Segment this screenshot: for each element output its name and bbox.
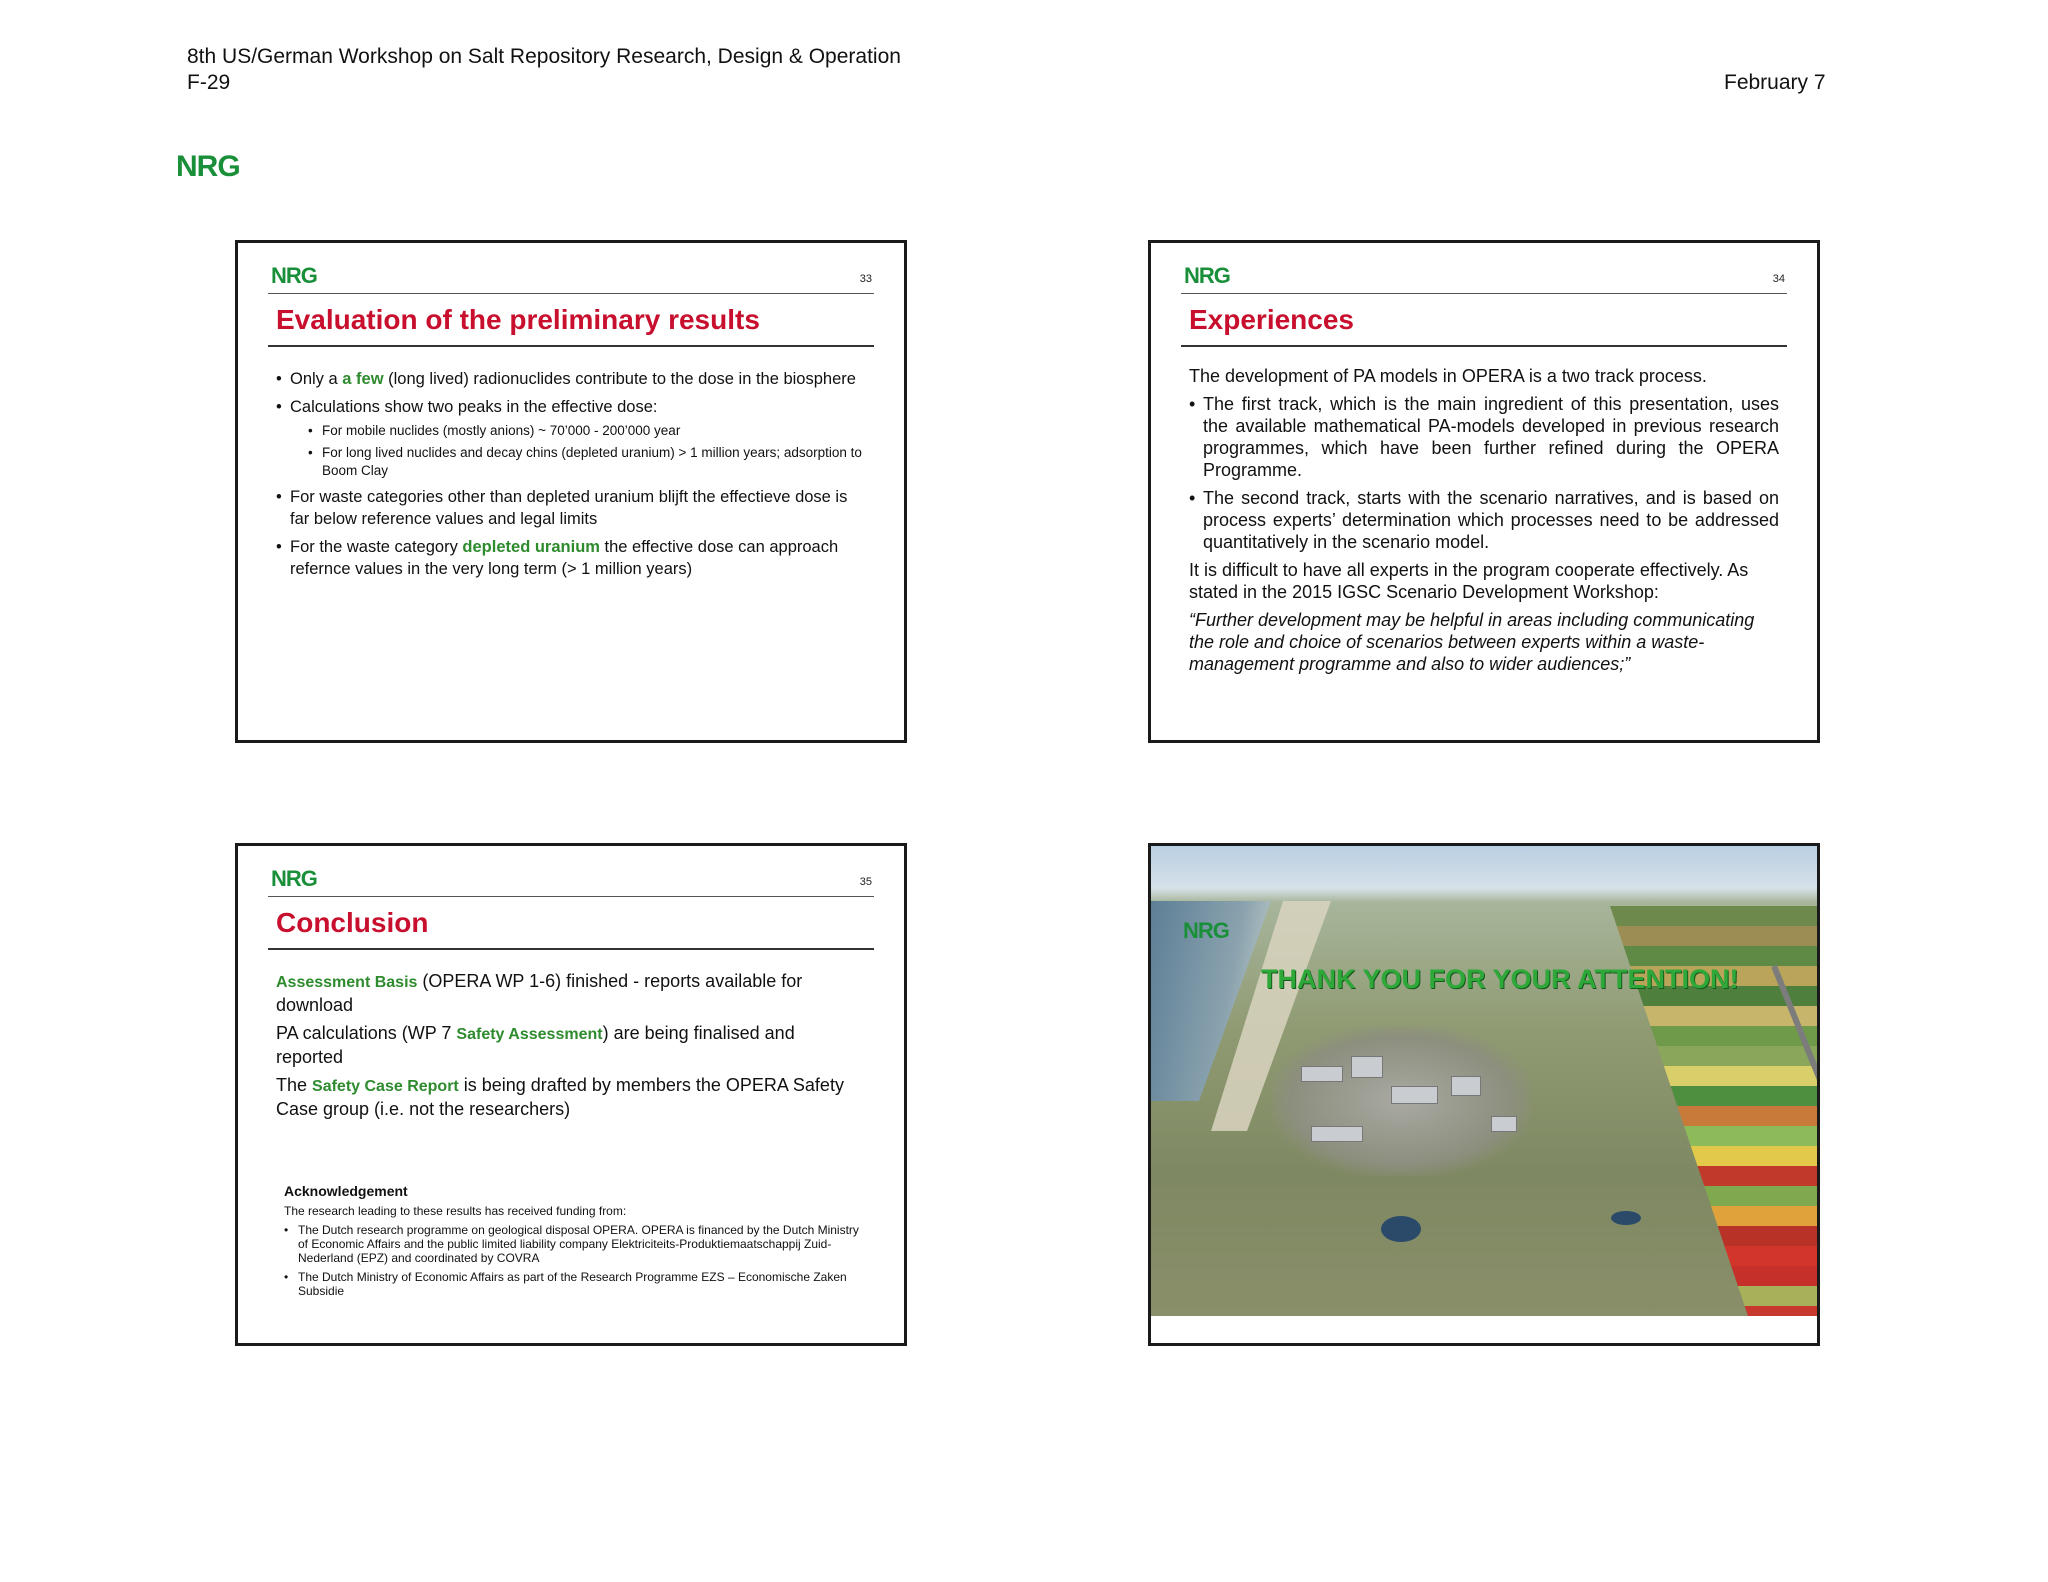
acknowledgement-item: • The Dutch research programme on geological disposal OPERA. OPERA is financed by the Dutch Ministry of Economic Affairs and the public limited liability company Elektriciteits-Produktiemaatschappij Zuid-Nederland (EPZ) and coordinated by COVRA (284, 1223, 860, 1265)
building (1301, 1066, 1343, 1082)
acknowledgement (284, 1184, 860, 1303)
divider (268, 948, 874, 950)
slide-body (1189, 365, 1779, 681)
divider (268, 345, 874, 347)
slide-title: Experiences (1189, 304, 1354, 335)
acknowledgement-intro: The research leading to these results has received funding from: (284, 1204, 627, 1218)
slide-body (276, 970, 866, 1126)
quote: “Further development may be helpful in areas including communicating the role and choice of scenarios between experts within a waste-management programme and also to wider audiences;” (1189, 610, 1755, 674)
slide-title: Conclusion (276, 907, 429, 938)
slide-title: Evaluation of the preliminary results (276, 304, 760, 335)
bullet: • For the waste category depleted uranium the effective dose can approach refernce values in the very long term (> 1 million years) (276, 536, 866, 580)
header-page-code: F-29 (187, 71, 231, 94)
slide-logo: NRG (1183, 918, 1229, 943)
building (1311, 1126, 1363, 1142)
slide-35 (235, 843, 907, 1346)
slide-logo: NRG (1184, 263, 1230, 288)
slide-33 (235, 240, 907, 743)
aerial-photo (1151, 846, 1817, 1316)
bullet: • The second track, starts with the scenario narratives, and is based on process experts’ determination which processes need to be addressed quantitatively in the scenario model. (1189, 487, 1779, 553)
divider (1181, 293, 1787, 294)
slide-thank-you (1148, 843, 1820, 1346)
building (1391, 1086, 1438, 1104)
building (1451, 1076, 1481, 1096)
bullet: • Only a a few (long lived) radionuclides contribute to the dose in the biosphere (276, 368, 866, 390)
nrg-logo: NRG (176, 150, 240, 183)
header-title: 8th US/German Workshop on Salt Repository Research, Design & Operation (187, 45, 901, 68)
paragraph: It is difficult to have all experts in the program cooperate effectively. As stated in the 2015 IGSC Scenario Development Workshop: (1189, 560, 1749, 602)
divider (1181, 345, 1787, 347)
slide-number: 35 (859, 876, 872, 888)
header-date: February 7 (1724, 71, 1826, 94)
slide-34 (1148, 240, 1820, 743)
thank-you-text: THANK YOU FOR YOUR ATTENTION! (1261, 964, 1739, 994)
paragraph: The development of PA models in OPERA is a two track process. (1189, 366, 1707, 386)
slide-logo: NRG (271, 866, 317, 891)
building (1351, 1056, 1383, 1078)
slide-number: 34 (1772, 273, 1785, 285)
paragraph: PA calculations (WP 7 Safety Assessment) are being finalised and reported (276, 1023, 795, 1067)
bullet: • For waste categories other than depleted uranium blijft the effectieve dose is far below reference values and legal limits (276, 486, 866, 530)
acknowledgement-item: • The Dutch Ministry of Economic Affairs as part of the Research Programme EZS – Economische Zaken Subsidie (284, 1270, 860, 1298)
sub-bullet: • For mobile nuclides (mostly anions) ~ 70’000 - 200’000 year (308, 422, 866, 440)
slide-number: 33 (859, 273, 872, 285)
slide-body (276, 368, 866, 586)
building (1491, 1116, 1517, 1132)
slide-logo: NRG (271, 263, 317, 288)
paragraph: Assessment Basis (OPERA WP 1-6) finished - reports available for download (276, 971, 803, 1015)
paragraph: The Safety Case Report is being drafted by members the OPERA Safety Case group (i.e. not the researchers) (276, 1075, 844, 1119)
divider (268, 293, 874, 294)
pond (1611, 1211, 1641, 1225)
bullet: • The first track, which is the main ingredient of this presentation, uses the available mathematical PA-models developed in previous research programmes, which have been further refined during the OPERA Programme. (1189, 393, 1779, 481)
pond (1381, 1216, 1421, 1242)
bullet: • Calculations show two peaks in the effective dose: • For mobile nuclides (mostly anions) ~ 70’000 - 200’000 year • For long lived nuclides and decay chins (depleted uranium) > 1 million years; adsorption to Boom Clay (276, 396, 866, 480)
sub-bullet: • For long lived nuclides and decay chins (depleted uranium) > 1 million years; adsorption to Boom Clay (308, 444, 866, 480)
acknowledgement-title: Acknowledgement (284, 1183, 408, 1199)
divider (268, 896, 874, 897)
